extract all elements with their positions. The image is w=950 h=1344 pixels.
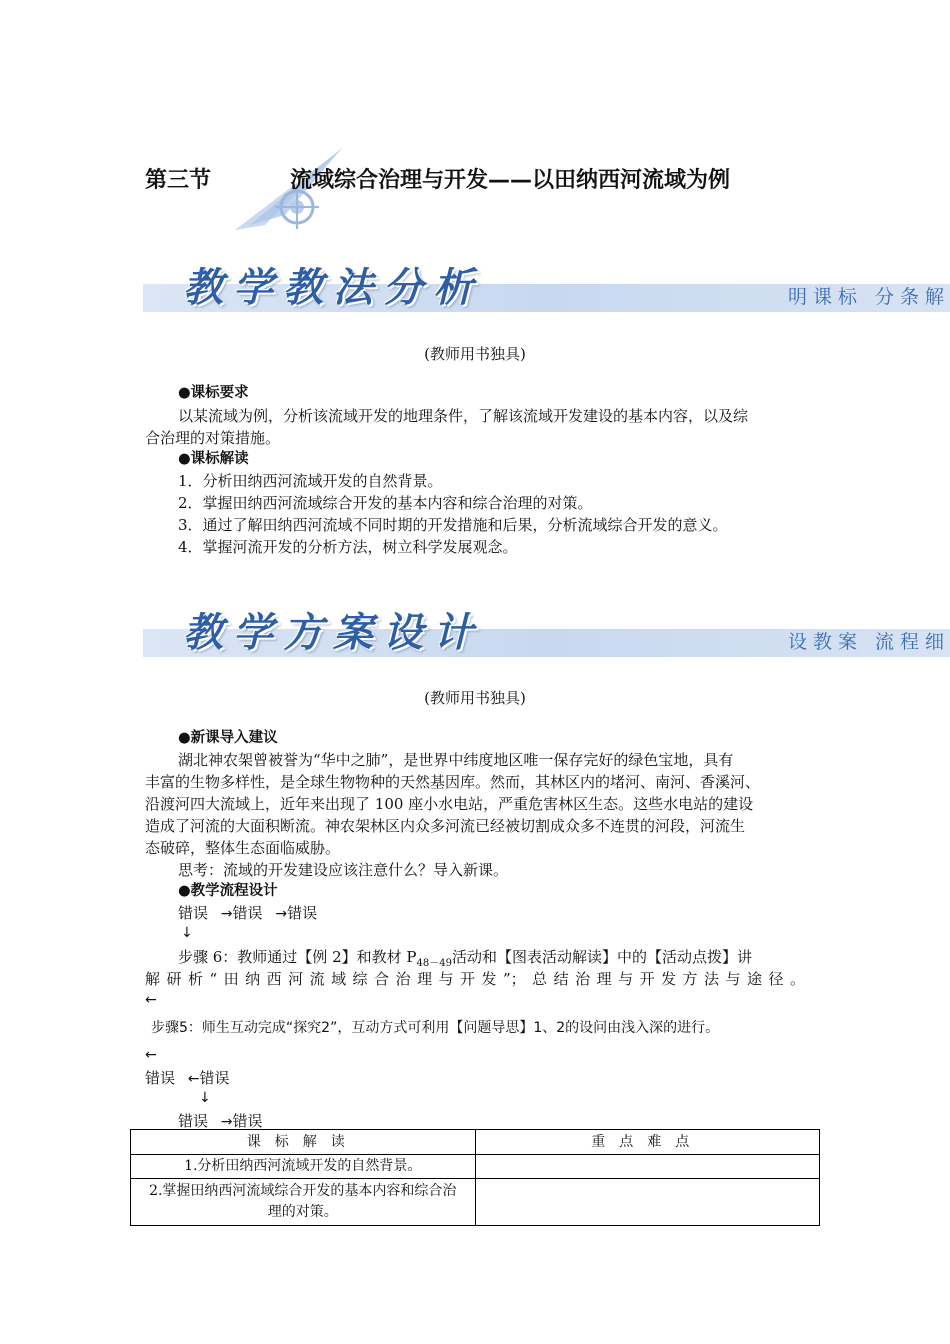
table-header-cell: 课标解读 (131, 1130, 476, 1155)
interpretation-heading: ●课标解读 (178, 451, 249, 467)
banner-subtitle: 设教案 流程细 (787, 631, 950, 653)
section-label: 第三节 (145, 168, 212, 193)
down-arrow-icon: ↓ (199, 1090, 211, 1106)
section-banner-analysis (143, 256, 950, 310)
interpretation-item: 2．掌握田纳西河流域综合开发的基本内容和综合治理的对策。 (178, 494, 593, 512)
table-cell (475, 1155, 820, 1179)
left-arrow-icon: ← (187, 1071, 200, 1087)
intro-paragraph-line: 湖北神农架曾被誉为“华中之肺”，是世界中纬度地区唯一保存完好的绿色宝地，具有 (178, 751, 734, 769)
table-row (131, 1155, 820, 1179)
standards-heading: ●课标要求 (178, 385, 249, 401)
table-cell: 2.掌握田纳西河流域综合开发的基本内容和综合治理的对策。 (131, 1179, 476, 1226)
intro-paragraph-line: 态破碎，整体生态面临威胁。 (145, 839, 341, 857)
flow-step-label: 错误 (178, 1112, 209, 1130)
right-arrow-icon: → (220, 1114, 233, 1130)
intro-paragraph-line: 造成了河流的大面积断流。神农架林区内众多河流已经被切割成众多不连贯的河段，河流生 (145, 817, 746, 835)
step5-line: 步骤5：师生互动完成“探究2”，互动方式可利用【问题导思】1、2的设问由浅入深的进行。 (151, 1020, 720, 1036)
standards-table (130, 1129, 820, 1226)
down-arrow-icon: ↓ (181, 925, 193, 941)
step6-prefix: 步骤 6：教师通过【例 2】和教材 P (178, 948, 417, 966)
left-arrow-icon: ← (145, 1047, 157, 1063)
flow-row-1 (178, 902, 317, 925)
interpretation-item: 3．通过了解田纳西河流域不同时期的开发措施和后果，分析流域综合开发的意义。 (178, 516, 728, 534)
interpretation-item: 1．分析田纳西河流域开发的自然背景。 (178, 472, 443, 490)
section-banner-design (143, 601, 950, 655)
flow-step-label: 错误 (178, 904, 209, 922)
flow-step-label: 错误 (199, 1069, 230, 1087)
standards-text-line1: 以某流域为例，分析该流域开发的地理条件，了解该流域开发建设的基本内容，以及综 (178, 407, 749, 425)
intro-paragraph-line: 丰富的生物多样性，是全球生物物种的天然基因库。然而，其林区内的堵河、南河、香溪河、 (145, 773, 761, 791)
banner-subtitle: 明课标 分条解 (787, 286, 950, 308)
flow-step-label: 错误 (232, 904, 263, 922)
flow-row-2 (145, 1067, 230, 1090)
table-row (131, 1179, 820, 1226)
teacher-note: (教师用书独具) (424, 689, 526, 707)
banner-title: 教学教法分析 (183, 264, 483, 311)
page-title: 流域综合治理与开发——以田纳西河流域为例 (290, 168, 731, 193)
right-arrow-icon: → (275, 906, 288, 922)
flow-step-label: 错误 (287, 904, 318, 922)
table-cell: 1.分析田纳西河流域开发的自然背景。 (131, 1155, 476, 1179)
table-header-row (131, 1130, 820, 1155)
left-arrow-icon: ← (145, 992, 157, 1008)
flow-step-label: 错误 (232, 1112, 263, 1130)
step6-page-range: 48－49 (416, 958, 452, 969)
table-header-cell: 重点难点 (475, 1130, 820, 1155)
intro-heading: ●新课导入建议 (178, 730, 278, 746)
teacher-note: (教师用书独具) (424, 345, 526, 363)
flow-heading: ●教学流程设计 (178, 883, 278, 899)
standards-text-line2: 合治理的对策措施。 (145, 429, 281, 447)
table-cell (475, 1179, 820, 1226)
step6-suffix: 活动和【图表活动解读】中的【活动点拨】讲 (451, 948, 752, 966)
step6-line2: 解研析“田纳西河流域综合治理与开发”；总结治理与开发方法与途径。 (145, 970, 805, 988)
think-question: 思考：流域的开发建设应该注意什么？导入新课。 (178, 861, 509, 879)
intro-paragraph-line: 沿渡河四大流域上，近年来出现了 100 座小水电站，严重危害林区生态。这些水电站的建设 (145, 795, 754, 813)
interpretation-item: 4．掌握河流开发的分析方法，树立科学发展观念。 (178, 538, 518, 556)
banner-title: 教学方案设计 (183, 609, 483, 656)
flow-step-label: 错误 (145, 1069, 176, 1087)
right-arrow-icon: → (220, 906, 233, 922)
